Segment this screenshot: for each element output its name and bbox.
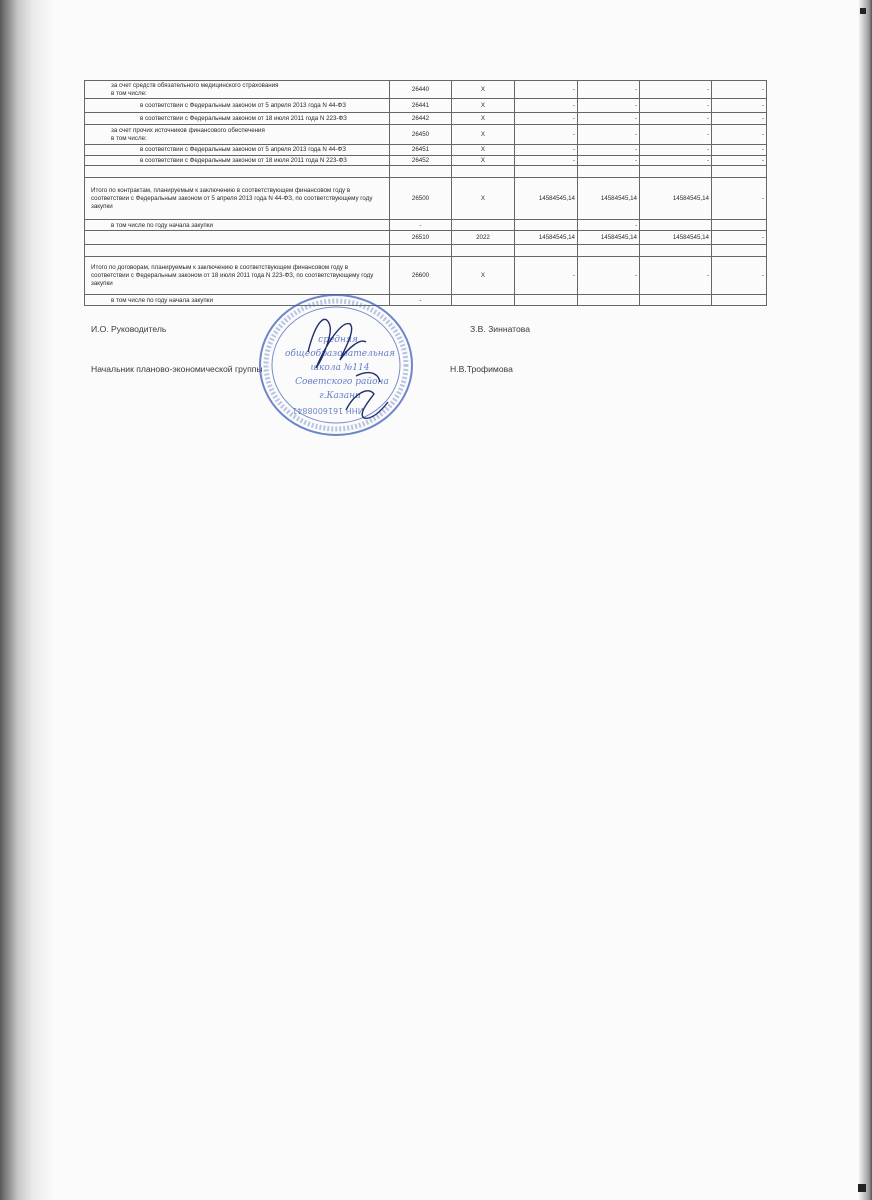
row-value [515, 220, 578, 231]
table-row [85, 113, 767, 125]
row-value: - [712, 155, 767, 166]
row-value: - [515, 155, 578, 166]
row-year: 2022 [452, 231, 515, 245]
row-description: в том числе по году начала закупки [85, 220, 390, 231]
row-code: - [390, 295, 452, 306]
seal-text-line: средняя [318, 335, 358, 345]
table-row [85, 125, 767, 145]
table-row [85, 145, 767, 156]
row-value: - [712, 178, 767, 220]
row-year: X [452, 113, 515, 125]
row-value: - [515, 125, 578, 145]
table-row [85, 295, 767, 306]
row-value: - [712, 145, 767, 156]
scan-mark [860, 8, 866, 14]
economist-name: Н.В.Трофимова [450, 364, 513, 374]
row-value: - [578, 99, 640, 113]
row-value: - [515, 81, 578, 99]
row-description: за счет средств обязательного медицинского страхования в том числе: [85, 81, 390, 99]
row-value: 14584545,14 [578, 178, 640, 220]
row-value: - [578, 145, 640, 156]
row-value: - [712, 113, 767, 125]
seal-text-line: г.Казани [319, 391, 361, 401]
row-value [640, 295, 712, 306]
row-description: Итого по договорам, планируемым к заключению в соответствующем финансовом году в соответствии с Федеральным законом от 18 июля 2011 года N 223-ФЗ, по соответствующему году закупки [85, 257, 390, 295]
row-description: в том числе по году начала закупки [85, 295, 390, 306]
row-year: X [452, 145, 515, 156]
row-year [452, 295, 515, 306]
row-value: - [578, 257, 640, 295]
row-value: - [712, 257, 767, 295]
row-year: X [452, 81, 515, 99]
table-spacer-row [85, 245, 767, 257]
row-code: 26442 [390, 113, 452, 125]
row-description: в соответствии с Федеральным законом от 18 июля 2011 года N 223-ФЗ [85, 113, 390, 125]
seal-text-line: школа №114 [310, 363, 370, 373]
table-row [85, 231, 767, 245]
row-value: 14584545,14 [515, 178, 578, 220]
row-year: X [452, 125, 515, 145]
row-value: - [578, 155, 640, 166]
table-spacer-row [85, 166, 767, 178]
row-value: - [515, 257, 578, 295]
row-value: - [640, 155, 712, 166]
row-description: за счет прочих источников финансового обеспечения в том числе: [85, 125, 390, 145]
scan-shadow-right [858, 0, 872, 1200]
row-value: - [712, 81, 767, 99]
row-year: X [452, 257, 515, 295]
row-year: X [452, 155, 515, 166]
table-row [85, 257, 767, 295]
row-code: 26450 [390, 125, 452, 145]
row-code: 26452 [390, 155, 452, 166]
row-code: 26440 [390, 81, 452, 99]
row-value: - [578, 220, 640, 231]
row-value: - [578, 81, 640, 99]
row-description [85, 231, 390, 245]
table-row [85, 220, 767, 231]
row-code: 26441 [390, 99, 452, 113]
scan-mark [858, 1184, 866, 1192]
director-title: И.О. Руководитель [91, 324, 167, 334]
row-value: - [515, 99, 578, 113]
row-code: - [390, 220, 452, 231]
director-name: З.В. Зиннатова [470, 324, 531, 334]
row-year: X [452, 178, 515, 220]
row-value [712, 295, 767, 306]
row-value: - [712, 231, 767, 245]
table-row [85, 155, 767, 166]
row-code: 26500 [390, 178, 452, 220]
row-value: - [640, 145, 712, 156]
row-code: 26510 [390, 231, 452, 245]
row-value [578, 295, 640, 306]
row-year [452, 220, 515, 231]
row-value: - [712, 99, 767, 113]
school-seal [256, 290, 416, 440]
seal-text-line: Советского района [295, 377, 389, 387]
table-row [85, 81, 767, 99]
row-year: X [452, 99, 515, 113]
row-value [640, 220, 712, 231]
row-value: - [515, 113, 578, 125]
row-value: 14584545,14 [515, 231, 578, 245]
row-code: 26600 [390, 257, 452, 295]
scan-shadow-left [0, 0, 55, 1200]
row-value: 14584545,14 [578, 231, 640, 245]
row-value [712, 220, 767, 231]
row-value: - [712, 125, 767, 145]
table-row [85, 99, 767, 113]
row-value: - [578, 113, 640, 125]
row-value: 14584545,14 [640, 231, 712, 245]
procurement-plan-table [84, 80, 767, 306]
seal-text-line: общеобразовательная [285, 349, 395, 359]
row-description: в соответствии с Федеральным законом от 5 апреля 2013 года N 44-ФЗ [85, 99, 390, 113]
row-value: - [640, 113, 712, 125]
row-value: - [640, 257, 712, 295]
row-value: - [515, 145, 578, 156]
row-value: - [640, 99, 712, 113]
economist-title: Начальник планово-экономической группы [91, 364, 263, 374]
seal-inn: ИНН 1616008841 [292, 406, 364, 415]
table-row [85, 178, 767, 220]
row-description: в соответствии с Федеральным законом от 18 июля 2011 года N 223-ФЗ [85, 155, 390, 166]
row-description: в соответствии с Федеральным законом от 5 апреля 2013 года N 44-ФЗ [85, 145, 390, 156]
row-value [515, 295, 578, 306]
row-code: 26451 [390, 145, 452, 156]
row-value: - [578, 125, 640, 145]
row-value: - [640, 81, 712, 99]
row-value: 14584545,14 [640, 178, 712, 220]
row-description: Итого по контрактам, планируемым к заключению в соответствующем финансовом году в соответствии с Федеральным законом от 5 апреля 2013 года N 44-ФЗ, по соответствующему году закупки [85, 178, 390, 220]
row-value: - [640, 125, 712, 145]
